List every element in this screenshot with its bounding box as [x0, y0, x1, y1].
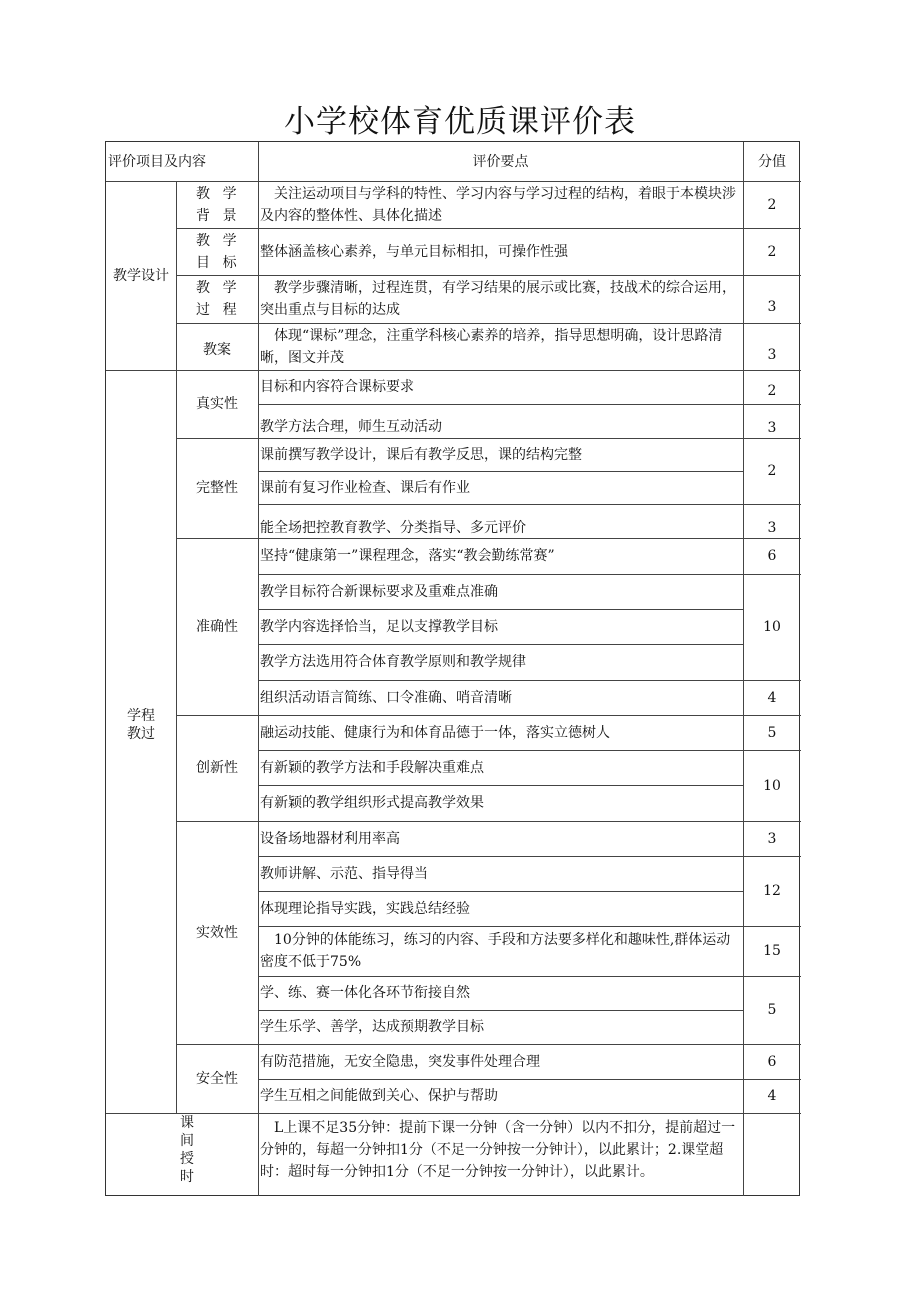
accuracy-item-3: 教学内容选择恰当，足以支撑教学目标 [260, 618, 498, 635]
section-process-label: 学程教过 [127, 708, 155, 742]
effectiveness-item-5: 学、练、赛一体化各环节衔接自然 [260, 985, 470, 1001]
innovation-item-2: 有新颖的教学方法和手段解决重难点 [260, 759, 484, 776]
group-name-safety: 安全性 [196, 1070, 238, 1087]
accuracy-score-2: 10 [763, 619, 781, 635]
design-item-background: 教学背景 [196, 185, 250, 224]
design-score-goal: 2 [767, 243, 777, 260]
design-text-process: 教学步骤清晰，过程连贯，有学习结果的展示或比赛，技战术的综合运用，突出重点与目标的达成 [260, 280, 736, 318]
authenticity-score-1: 2 [767, 383, 777, 399]
accuracy-item-1: 坚持“健康第一”课程理念，落实“教会勤练常赛” [260, 548, 555, 564]
completeness-item-2: 课前有复习作业检查、课后有作业 [260, 479, 470, 496]
design-text-background: 关注运动项目与学科的特性、学习内容与学习过程的结构，着眼于本模块涉及内容的整体性、具体化描述 [260, 185, 736, 224]
safety-item-1: 有防范措施，无安全隐患，突发事件处理合理 [260, 1053, 540, 1070]
design-item-plan: 教案 [203, 341, 231, 358]
accuracy-score-1: 6 [767, 548, 777, 564]
completeness-score-1: 2 [767, 463, 777, 479]
innovation-score-1: 5 [767, 724, 777, 741]
time-rule-text: L上课不足35分钟：提前下课一分钟（含一分钟）以内不扣分，提前超过一分钟的，每超一分钟扣1分（不足一分钟按一分钟计），以此累计；2.课堂超时：超时每一分钟扣1分（不足一分钟按一分钟计），以此累计。 [260, 1120, 736, 1180]
completeness-score-2: 3 [767, 520, 777, 536]
completeness-item-3: 能全场把控教育教学、分类指导、多元评价 [260, 520, 526, 536]
effectiveness-score-1: 3 [767, 830, 777, 847]
group-name-accuracy: 准确性 [196, 618, 238, 635]
effectiveness-item-2: 教师讲解、示范、指导得当 [260, 865, 428, 882]
design-text-plan: 体现“课标”理念，注重学科核心素养的培养，指导思想明确，设计思路清晰，图文并茂 [260, 327, 723, 366]
design-text-goal: 整体涵盖核心素养，与单元目标相扣，可操作性强 [260, 243, 568, 260]
group-name-completeness: 完整性 [196, 480, 238, 496]
authenticity-item-2: 教学方法合理，师生互动活动 [260, 419, 442, 435]
innovation-item-1: 融运动技能、健康行为和体育品德于一体，落实立德树人 [260, 724, 610, 741]
accuracy-item-5: 组织活动语言简练、口令准确、哨音清晰 [260, 689, 512, 706]
authenticity-score-2: 3 [767, 420, 777, 436]
effectiveness-score-2: 12 [763, 883, 781, 899]
accuracy-item-2: 教学目标符合新课标要求及重难点准确 [260, 583, 498, 600]
completeness-item-1: 课前撰写教学设计，课后有教学反思，课的结构完整 [260, 446, 582, 463]
section-design-label: 教学设计 [113, 267, 169, 284]
innovation-score-2: 10 [763, 777, 781, 794]
group-name-innovation: 创新性 [196, 760, 238, 776]
design-score-plan: 3 [767, 346, 777, 363]
effectiveness-score-4: 5 [767, 1002, 777, 1018]
effectiveness-item-4: 10分钟的体能练习，练习的内容、手段和方法要多样化和趣味性,群体运动密度不低于75% [260, 932, 731, 970]
accuracy-score-3: 4 [767, 689, 777, 706]
effectiveness-item-3: 体现理论指导实践，实践总结经验 [260, 900, 470, 917]
authenticity-item-1: 目标和内容符合课标要求 [260, 379, 414, 395]
safety-score-1: 6 [767, 1053, 777, 1070]
time-score [743, 1113, 801, 1197]
header-points: 评价要点 [472, 153, 529, 170]
safety-item-2: 学生互相之间能做到关心、保护与帮助 [260, 1088, 498, 1104]
header-item: 评价项目及内容 [108, 153, 206, 170]
header-score: 分值 [758, 153, 786, 170]
effectiveness-score-3: 15 [763, 943, 781, 959]
design-score-background: 2 [767, 196, 777, 213]
evaluation-table [105, 141, 800, 1196]
effectiveness-item-6: 学生乐学、善学，达成预期教学目标 [260, 1019, 484, 1035]
design-score-process: 3 [767, 299, 777, 315]
design-item-goal: 教学目标 [196, 232, 250, 271]
page-title: 小学校体育优质课评价表 [284, 104, 636, 140]
effectiveness-item-1: 设备场地器材利用率高 [260, 830, 400, 847]
group-name-authenticity: 真实性 [196, 396, 238, 412]
innovation-item-3: 有新颖的教学组织形式提高教学效果 [260, 795, 484, 811]
accuracy-item-4: 教学方法选用符合体育教学原则和教学规律 [260, 654, 526, 670]
section-time-label: 课间授时 [180, 1115, 194, 1185]
safety-score-2: 4 [767, 1088, 777, 1104]
design-item-process: 教学过程 [196, 280, 250, 318]
group-name-effectiveness: 实效性 [196, 924, 238, 941]
